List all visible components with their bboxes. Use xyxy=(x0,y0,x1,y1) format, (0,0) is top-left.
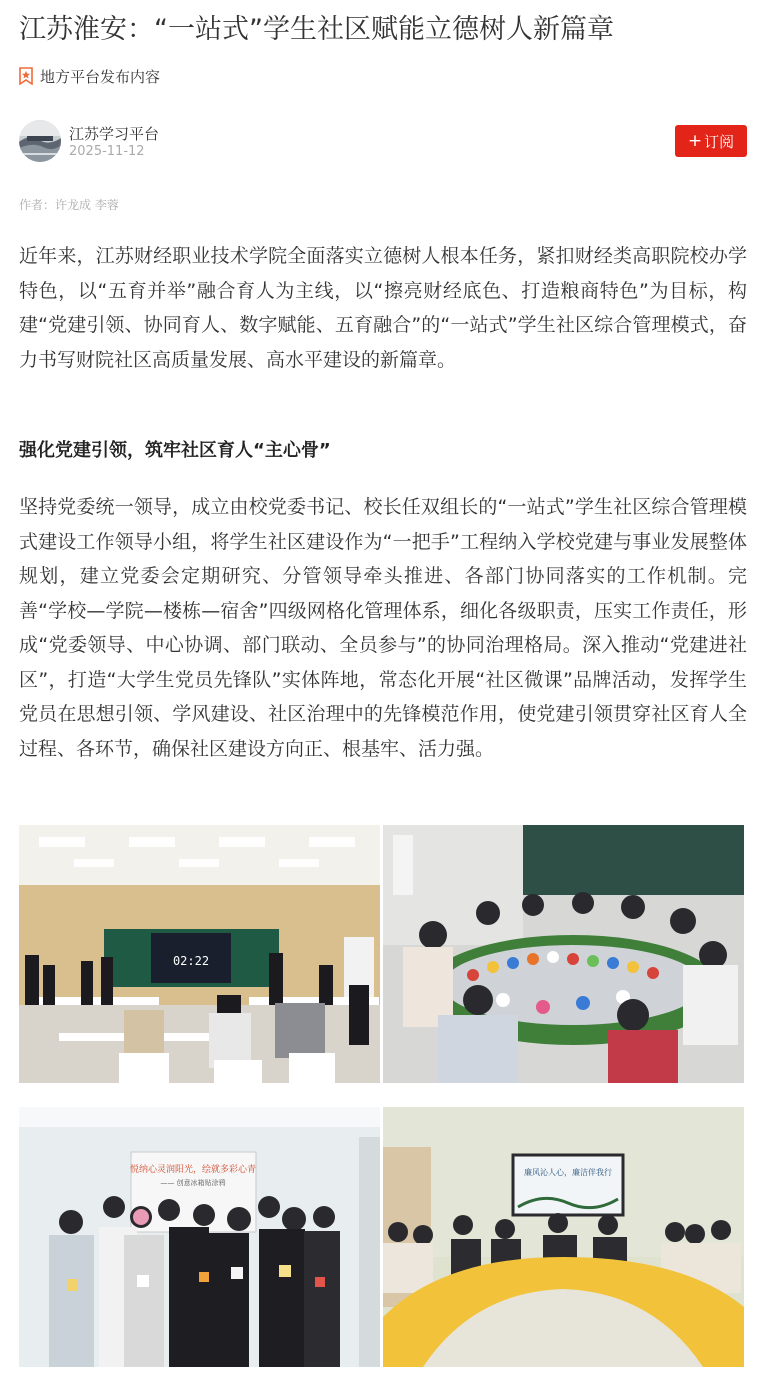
photo-roundtable-meeting[interactable] xyxy=(383,1107,744,1367)
bookmark-star-icon xyxy=(19,67,33,85)
subscribe-label: 订阅 xyxy=(704,132,735,151)
subscribe-button[interactable] xyxy=(675,125,747,157)
plus-icon: + xyxy=(687,131,703,151)
slide-subtitle: —— 创意冰箱贴涂鸦 xyxy=(160,1179,226,1187)
author-row xyxy=(19,120,747,164)
slide-title: 悦纳心灵润阳光，绘就多彩心青 xyxy=(129,1165,257,1175)
publish-date: 2025-11-12 xyxy=(69,144,145,159)
publisher-avatar[interactable] xyxy=(19,120,61,162)
article-title: 江苏淮安：“一站式”学生社区赋能立德树人新篇章 xyxy=(19,14,614,45)
paragraph-intro: 近年来，江苏财经职业技术学院全面落实立德树人根本任务，紧扣财经类高职院校办学特色，以“五育并举”融合育人为主线，以“擦亮财经底色、打造粮商特色”为目标，构建“党建引领、协同育人、数字赋能、五育融合”的“一站式”学生社区综合管理模式，奋力书写财院社区高质量发展、高水平建设的新篇章。 xyxy=(19,245,747,371)
paragraph-party-building: 坚持党委统一领导，成立由校党委书记、校长任双组长的“一站式”学生社区综合管理模式建设工作领导小组，将学生社区建设作为“一把手”工程纳入学校党建与事业发展整体规划，建立党委会定期研究、分管领导牵头推进、各部门协同落实的工作机制。完善“学校—学院—楼栋—宿舍”四级网格化管理体系，细化各级职责，压实工作责任，形成“党委领导、中心协调、部门联动、全员参与”的协同治理格局。深入推动“党建进社区”，打造“大学生党员先锋队”实体阵地，常态化开展“社区微课”品牌活动，发挥学生党员在思想引领、学风建设、社区治理中的先锋模范作用，使党建引领贯穿社区育人全过程、各环节，确保社区建设方向正、根基牢、活力强。 xyxy=(19,496,747,760)
photo-classroom-meeting[interactable] xyxy=(19,825,380,1083)
byline: 作者：许龙成 李蓉 xyxy=(19,198,119,212)
meeting-screen-text: 廉风沁人心，廉洁伴我行 xyxy=(524,1168,612,1177)
photo-painting-activity[interactable] xyxy=(383,825,744,1083)
source-tag xyxy=(19,66,160,86)
publisher-name[interactable]: 江苏学习平台 xyxy=(69,125,160,143)
source-label: 地方平台发布内容 xyxy=(40,67,161,86)
section-heading: 强化党建引领，筑牢社区育人“主心骨” xyxy=(19,440,331,461)
screen-timer: 02:22 xyxy=(172,954,210,968)
photo-group-crafts[interactable] xyxy=(19,1107,380,1367)
